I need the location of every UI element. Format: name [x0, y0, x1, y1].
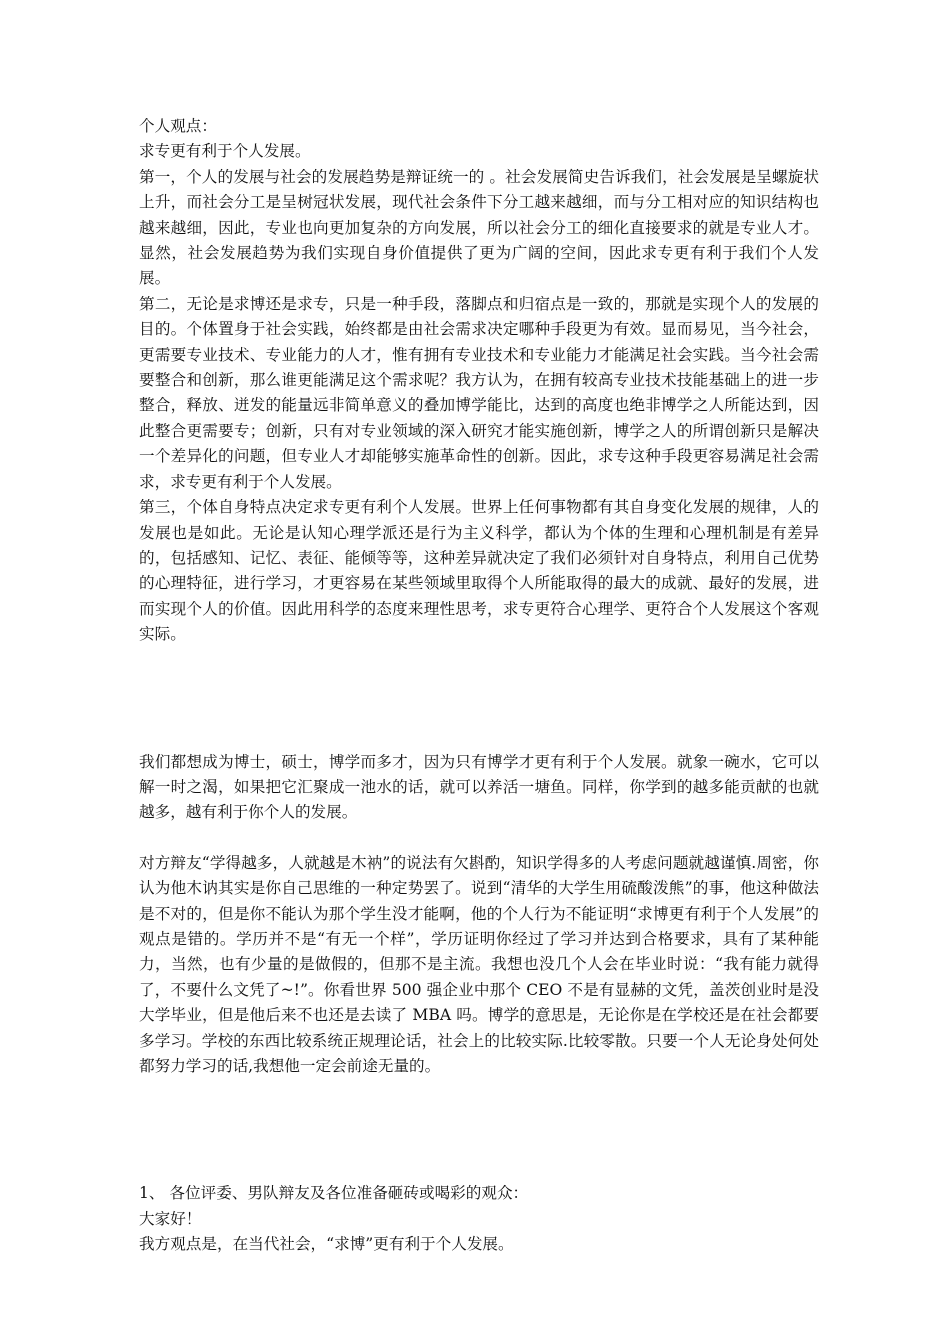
blank-space	[139, 648, 819, 750]
blank-line	[139, 826, 819, 851]
section1-thesis: 求专更有利于个人发展。	[139, 142, 311, 161]
document-body	[139, 114, 819, 1258]
section3-greeting: 1、 各位评委、男队辩友及各位准备砸砖或喝彩的观众：	[139, 1184, 529, 1203]
section1-paragraph-3: 第三，个体自身特点决定求专更有利个人发展。世界上任何事物都有其自身变化发展的规律，人的发展也是如此。无论是认知心理学派还是行为主义科学，都认为个体的生理和心理机制是有差异的，包括感知、记忆、表征、能倾等等，这种差异就决定了我们必须针对自身特点，利用自己优势的心理特征，进行学习，才更容易在某些领域里取得个人所能取得的最大的成就、最好的发展，进而实现个人的价值。因此用科学的态度来理性思考，求专更符合心理学、更符合个人发展这个客观实际。	[139, 498, 819, 644]
section2-paragraph-2: 对方辩友“学得越多，人就越是木衲”的说法有欠斟酌，知识学得多的人考虑问题就越谨慎.周密，你认为他木讷其实是你自己思维的一种定势罢了。说到“清华的大学生用硫酸泼熊”的事，他这种做法是不对的，但是你不能认为那个学生没才能啊，他的个人行为不能证明“求博更有利于个人发展”的观点是错的。学历并不是“有无一个样”，学历证明你经过了学习并达到合格要求，具有了某种能力，当然，也有少量的是做假的，但那不是主流。我想也没几个人会在毕业时说：“我有能力就得了，不要什么文凭了~!”。你看世界 500 强企业中那个 CEO 不是有显赫的文凭，盖茨创业时是没大学毕业，但是他后来不也还是去读了 MBA 吗。博学的意思是，无论你是在学校还是在社会都要多学习。学校的东西比较系统正规理论话，社会上的比较实际.比较零散。只要一个人无论身处何处都努力学习的话,我想他一定会前途无量的。	[139, 853, 819, 1075]
section3-position: 我方观点是，在当代社会，“求博”更有利于个人发展。	[139, 1235, 514, 1254]
section1-heading: 个人观点：	[139, 117, 217, 135]
blank-space	[139, 1079, 819, 1181]
section3-hello: 大家好！	[139, 1209, 202, 1228]
section1-paragraph-2: 第二，无论是求博还是求专，只是一种手段，落脚点和归宿点是一致的，那就是实现个人的发展的目的。个体置身于社会实践，始终都是由社会需求决定哪种手段更为有效。显而易见，当今社会，更需要专业技术、专业能力的人才，惟有拥有专业技术和专业能力才能满足社会实践。当今社会需要整合和创新，那么谁更能满足这个需求呢？我方认为，在拥有较高专业技术技能基础上的进一步整合，释放、迸发的能量远非简单意义的叠加博学能比，达到的高度也绝非博学之人所能达到，因此整合更需要专；创新，只有对专业领域的深入研究才能实施创新，博学之人的所谓创新只是解决一个差异化的问题，但专业人才却能够实施革命性的创新。因此，求专这种手段更容易满足社会需求，求专更有利于个人发展。	[139, 294, 819, 491]
section1-paragraph-1: 第一，个人的发展与社会的发展趋势是辩证统一的 。社会发展简史告诉我们，社会发展是呈螺旋状上升，而社会分工是呈树冠状发展，现代社会条件下分工越来越细，而与分工相对应的知识结构也越来越细，因此，专业也向更加复杂的方向发展，所以社会分工的细化直接要求的就是专业人才。显然，社会发展趋势为我们实现自身价值提供了更为广阔的空间，因此求专更有利于我们个人发展。	[139, 167, 819, 288]
section2-paragraph-1: 我们都想成为博士，硕士，博学而多才，因为只有博学才更有利于个人发展。就象一碗水，它可以解一时之渴，如果把它汇聚成一池水的话，就可以养活一塘鱼。同样，你学到的越多能贡献的也就越多，越有利于你个人的发展。	[139, 752, 819, 822]
